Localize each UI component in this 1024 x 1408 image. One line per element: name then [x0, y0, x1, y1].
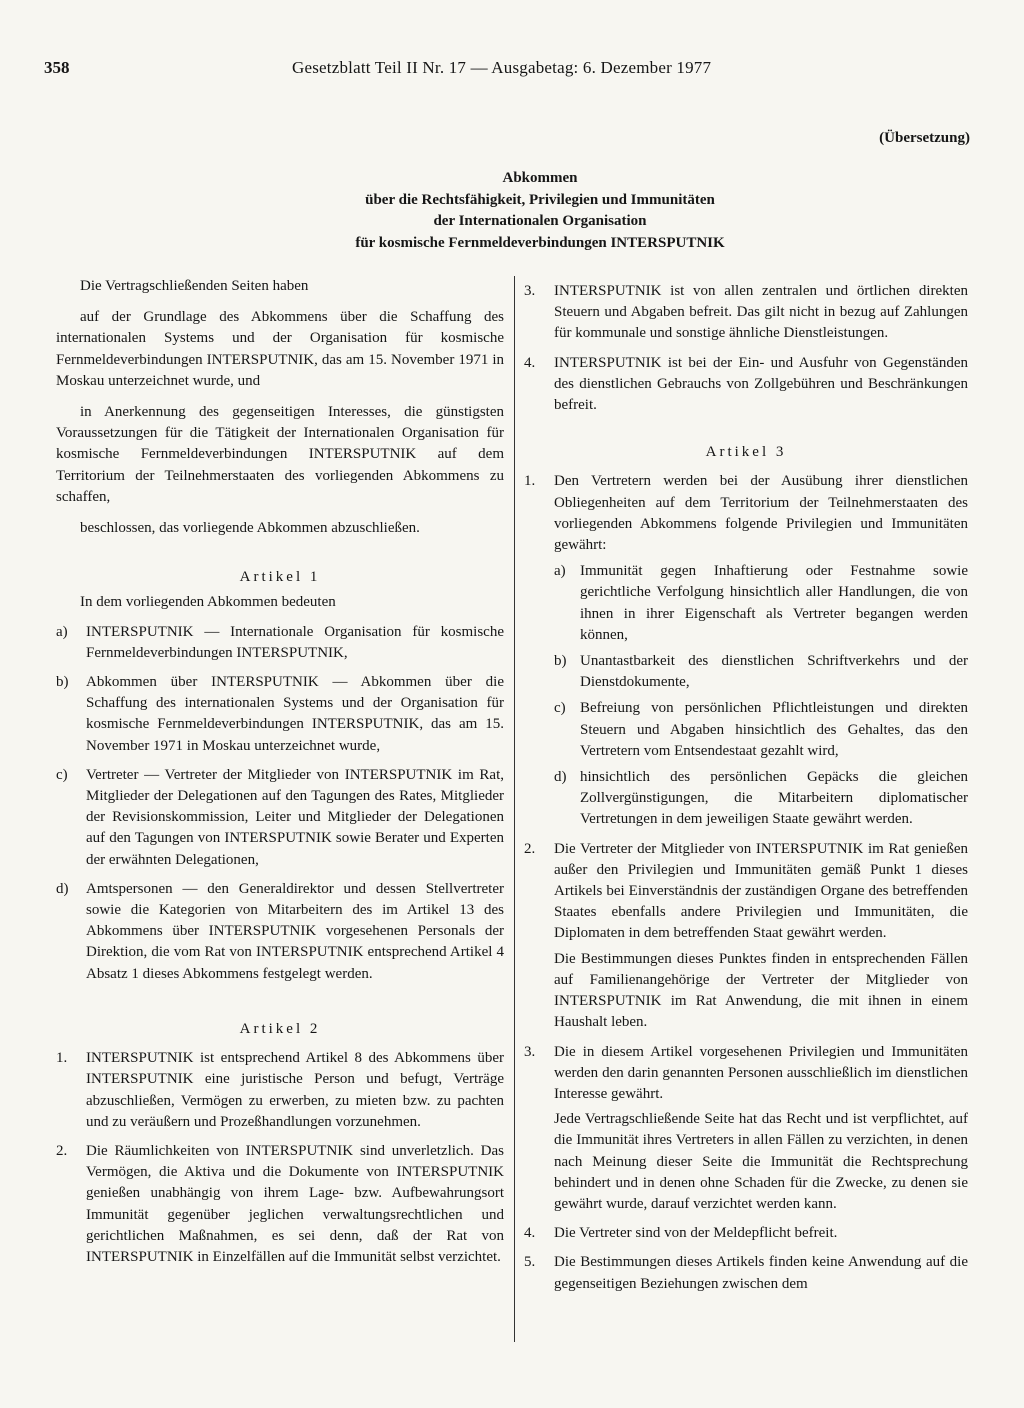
preamble-paragraph: in Anerkennung des gegenseitigen Interesses, die günstigsten Voraussetzungen für die Tätigkeit der Internationalen Organisation für kosmische Fernmeldeverbindungen INTERSPUTNIK auf dem Territorium der Teilnehmerstaaten des vorliegenden Abkommens zu schaffen,: [56, 404, 504, 505]
right-column: [524, 281, 968, 1295]
item-label: d): [56, 880, 69, 897]
definition-item: [56, 672, 504, 757]
article-clause: [56, 1141, 504, 1268]
title-line: für kosmische Fernmeldeverbindungen INTERSPUTNIK: [355, 234, 725, 251]
article-clause: [524, 1223, 968, 1244]
definition-item: [56, 879, 504, 985]
item-text: Vertreter — Vertreter der Mitglieder von INTERSPUTNIK im Rat, Mitglieder der Delegationen auf den Tagungen des Rates, Mitglieder der Revisionskommission, Leiter und Mitglieder der Delegationen auf den Tagungen von INTERSPUTNIK sowie Berater und Experten der erwähnten Delegationen,: [86, 766, 504, 868]
clause-number: 3.: [524, 283, 536, 299]
clause-number: 2.: [524, 840, 536, 857]
clause-text: Die Räumlichkeiten von INTERSPUTNIK sind unverletzlich. Das Vermögen, die Aktiva und die Dokumente von INTERSPUTNIK genießen unabhängig von ihrem Lage- bzw. Aufbewahrungsort Immunität gegenüber jeglichen verwaltungsrechtlichen und gerichtlichen Maßnahmen, es sei denn, daß der Rat von INTERSPUTNIK in Einzelfällen auf die Immunität selbst verzichtet.: [86, 1142, 504, 1265]
clause-number: 4.: [524, 354, 536, 371]
item-label: a): [56, 623, 68, 640]
clause-text: Die Bestimmungen dieses Artikels finden keine Anwendung auf die gegenseitigen Beziehungen zwischen dem: [554, 1254, 968, 1292]
sub-label: a): [554, 563, 566, 580]
sub-label: b): [554, 653, 567, 670]
clause-text: Den Vertretern werden bei der Ausübung ihrer dienstlichen Obliegenheiten auf dem Territorium der Teilnehmerstaaten des vorliegenden Abkommens folgende Privilegien und Immunitäten gewährt:: [554, 473, 968, 554]
clause-text: Die Vertreter der Mitglieder von INTERSPUTNIK im Rat genießen außer den Privilegien und Immunitäten gemäß Punkt 1 dieses Artikels bei Einverständnis der zuständigen Organe des betreffenden Staates ebenfalls andere Privilegien und Immunitäten, die Diplomaten in dem betreffenden Staat gewährt werden.: [554, 840, 968, 942]
title-line: Abkommen: [502, 170, 578, 186]
title-line: der Internationalen Organisation: [433, 213, 647, 229]
sub-item: [554, 561, 968, 646]
article-clause: [524, 281, 968, 345]
item-label: b): [56, 674, 69, 691]
clause-text: Die in diesem Artikel vorgesehenen Privilegien und Immunitäten werden den darin genannten Personen ausschließlich im dienstlichen Interesse gewährt.: [554, 1043, 968, 1102]
clause-text: INTERSPUTNIK ist bei der Ein- und Ausfuhr von Gegenständen des dienstlichen Gebrauchs von Zollgebühren und Beschränkungen befreit.: [554, 354, 968, 414]
article-clause: [524, 1252, 968, 1294]
article-clause: [524, 1042, 968, 1216]
article-clause: [524, 839, 968, 1034]
preamble-paragraph: auf der Grundlage des Abkommens über die Schaffung des internationalen Systems und der Organisation für kosmische Fernmeldeverbindungen INTERSPUTNIK, das am 15. November 1971 in Moskau unterzeichnet wurde, und: [56, 309, 504, 389]
article-clause: [56, 1048, 504, 1133]
clause-number: 1.: [524, 473, 536, 490]
definition-item: [56, 765, 504, 871]
item-text: Amtspersonen — den Generaldirektor und dessen Stellvertreter sowie die Kategorien von Mitarbeitern des im Artikel 13 des Abkommens über INTERSPUTNIK vorgesehenen Personals der Direktion, die vom Rat von INTERSPUTNIK entsprechend Artikel 4 Absatz 1 dieses Abkommens festgelegt werden.: [86, 880, 504, 982]
clause-number: 1.: [56, 1050, 68, 1067]
article-heading: Artikel 2: [239, 1020, 321, 1037]
clause-text: INTERSPUTNIK ist entsprechend Artikel 8 des Abkommens über INTERSPUTNIK eine juristische Person und befugt, Verträge abzuschließen, Vermögen zu erwerben, zu mieten bzw. zu pachten und zu veräußern und Prozeßhandlungen vorzunehmen.: [86, 1050, 504, 1130]
clause-text-continued: Die Bestimmungen dieses Punktes finden in entsprechenden Fällen auf Familienangehörige der Vertreter der Mitglieder von INTERSPUTNIK im Rat Anwendung, die mit ihnen in einem Haushalt leben.: [554, 950, 968, 1031]
sub-label: d): [554, 769, 567, 786]
sub-text: Befreiung von persönlichen Pflichtleistungen und direkten Steuern und Abgaben hinsichtlich des Gehaltes, das den Vertretern vom Entsendestaat gezahlt wird,: [580, 700, 968, 759]
document-title: [240, 168, 840, 254]
sub-item: [554, 651, 968, 693]
item-text: INTERSPUTNIK — Internationale Organisation für kosmische Fernmeldeverbindungen INTERSPUTNIK,: [86, 623, 504, 661]
clause-text-continued: Jede Vertragschließende Seite hat das Recht und ist verpflichtet, auf die Immunität ihres Vertreters in allen Fällen zu verzichten, in denen nach Meinung dieser Seite die Immunität die Rechtsprechung behindert und in denen ohne Schaden für die Zwecke, zu denen sie gewährt wurde, darauf verzichtet werden kann.: [554, 1111, 968, 1212]
sub-item: [554, 698, 968, 762]
sub-label: c): [554, 700, 566, 717]
article-clause: [524, 471, 968, 830]
article-heading: Artikel 1: [239, 569, 321, 586]
definition-item: [56, 622, 504, 664]
sub-text: hinsichtlich des persönlichen Gepäcks die gleichen Zollvergünstigungen, die Mitarbeitern diplomatischer Vertretungen in dem jeweiligen Staate gewährt werden.: [580, 769, 968, 828]
article-heading: Artikel 3: [705, 444, 787, 461]
sub-text: Immunität gegen Inhaftierung oder Festnahme sowie gerichtliche Verfolgung hinsichtlich aller Handlungen, die von ihnen in ihrer Eigenschaft als Vertreter begangen werden können,: [580, 563, 968, 643]
article-clause: [524, 353, 968, 417]
title-line: über die Rechtsfähigkeit, Privilegien und Immunitäten: [365, 191, 715, 208]
preamble-paragraph: beschlossen, das vorliegende Abkommen abzuschließen.: [80, 520, 420, 537]
left-column: [56, 276, 504, 1268]
column-divider: [514, 276, 515, 1342]
translation-note: (Übersetzung): [879, 130, 970, 146]
sub-text: Unantastbarkeit des dienstlichen Schriftverkehrs und der Dienstdokumente,: [580, 653, 968, 691]
page-number: 358: [44, 58, 70, 77]
clause-number: 5.: [524, 1254, 536, 1271]
item-text: Abkommen über INTERSPUTNIK — Abkommen über die Schaffung des internationalen Systems und der Organisation für kosmische Fernmeldeverbindungen INTERSPUTNIK, das am 15. November 1971 in Moskau unterzeichnet wurde,: [86, 674, 504, 754]
clause-text: INTERSPUTNIK ist von allen zentralen und örtlichen direkten Steuern und Abgaben befreit. Das gilt nicht in bezug auf Zahlungen für kommunale und sonstige ähnliche Dienstleistungen.: [554, 283, 968, 342]
clause-text: Die Vertreter sind von der Meldepflicht befreit.: [554, 1225, 838, 1242]
article-intro: In dem vorliegenden Abkommen bedeuten: [80, 594, 336, 611]
item-label: c): [56, 766, 68, 783]
clause-number: 3.: [524, 1043, 536, 1060]
clause-number: 2.: [56, 1142, 68, 1159]
running-header: Gesetzblatt Teil II Nr. 17 — Ausgabetag: 6. Dezember 1977: [292, 58, 712, 77]
preamble-intro: Die Vertragschließenden Seiten haben: [80, 278, 309, 294]
sub-item: [554, 767, 968, 831]
clause-number: 4.: [524, 1225, 536, 1242]
